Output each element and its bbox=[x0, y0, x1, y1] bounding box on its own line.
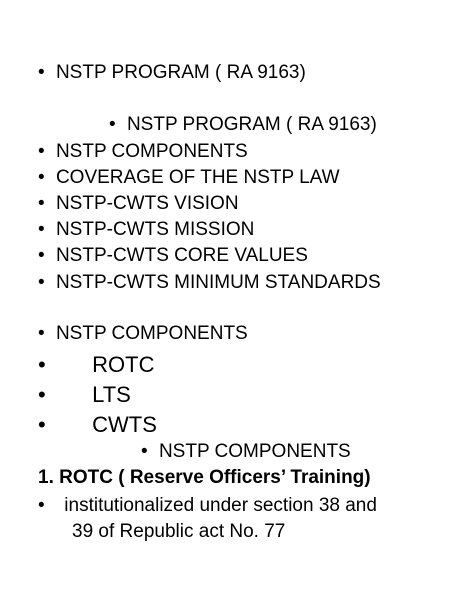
slide3-item-text: CWTS bbox=[92, 412, 157, 437]
slide3-title bbox=[38, 324, 248, 343]
bullet-icon: • bbox=[38, 62, 45, 83]
slide2-title-text: NSTP PROGRAM ( RA 9163) bbox=[126, 114, 377, 135]
slide2-item bbox=[38, 194, 239, 213]
bullet-icon: • bbox=[38, 193, 45, 214]
slide1-item bbox=[38, 63, 306, 82]
bullet-icon: • bbox=[38, 382, 46, 407]
slide3-item-text: ROTC bbox=[92, 352, 155, 377]
slide4-title-text: NSTP COMPONENTS bbox=[158, 441, 351, 462]
slide2-item-text: NSTP-CWTS MINIMUM STANDARDS bbox=[55, 272, 381, 293]
slide3-item-text: LTS bbox=[92, 382, 131, 407]
slide4-heading: 1. ROTC ( Reserve Officers’ Training) bbox=[38, 467, 371, 488]
slide3-item-lts bbox=[38, 384, 131, 406]
slide2-item bbox=[38, 273, 381, 292]
bullet-icon: • bbox=[38, 245, 45, 266]
bullet-icon: • bbox=[38, 412, 46, 437]
slide2-item bbox=[38, 142, 248, 161]
slide2-title bbox=[109, 115, 377, 134]
bullet-icon: • bbox=[38, 272, 45, 293]
slide2-item-text: NSTP-CWTS VISION bbox=[55, 193, 239, 214]
slide1-item-text: NSTP PROGRAM ( RA 9163) bbox=[55, 62, 306, 83]
slide2-item bbox=[38, 246, 308, 265]
bullet-icon: • bbox=[38, 352, 46, 377]
bullet-icon: • bbox=[109, 114, 116, 135]
bullet-icon: • bbox=[38, 323, 45, 344]
bullet-icon: • bbox=[38, 141, 45, 162]
slide3-title-text: NSTP COMPONENTS bbox=[55, 323, 248, 344]
bullet-icon: • bbox=[38, 219, 45, 240]
slide3-item-cwts bbox=[38, 414, 157, 436]
slide3-item-rotc bbox=[38, 354, 154, 376]
slide4-body-line1 bbox=[38, 496, 377, 515]
slide4-body-line2: 39 of Republic act No. 77 bbox=[72, 521, 286, 542]
bullet-icon: • bbox=[38, 495, 45, 516]
slide2-item bbox=[38, 168, 340, 187]
slide2-item-text: NSTP COMPONENTS bbox=[55, 141, 248, 162]
slide4-title bbox=[141, 442, 351, 461]
slide2-item-text: COVERAGE OF THE NSTP LAW bbox=[55, 167, 340, 188]
bullet-icon: • bbox=[141, 441, 148, 462]
slide2-item-text: NSTP-CWTS MISSION bbox=[55, 219, 255, 240]
slide2-item bbox=[38, 220, 254, 239]
bullet-icon: • bbox=[38, 167, 45, 188]
slide4-body-text: institutionalized under section 38 and bbox=[64, 495, 377, 516]
slide2-item-text: NSTP-CWTS CORE VALUES bbox=[55, 245, 308, 266]
